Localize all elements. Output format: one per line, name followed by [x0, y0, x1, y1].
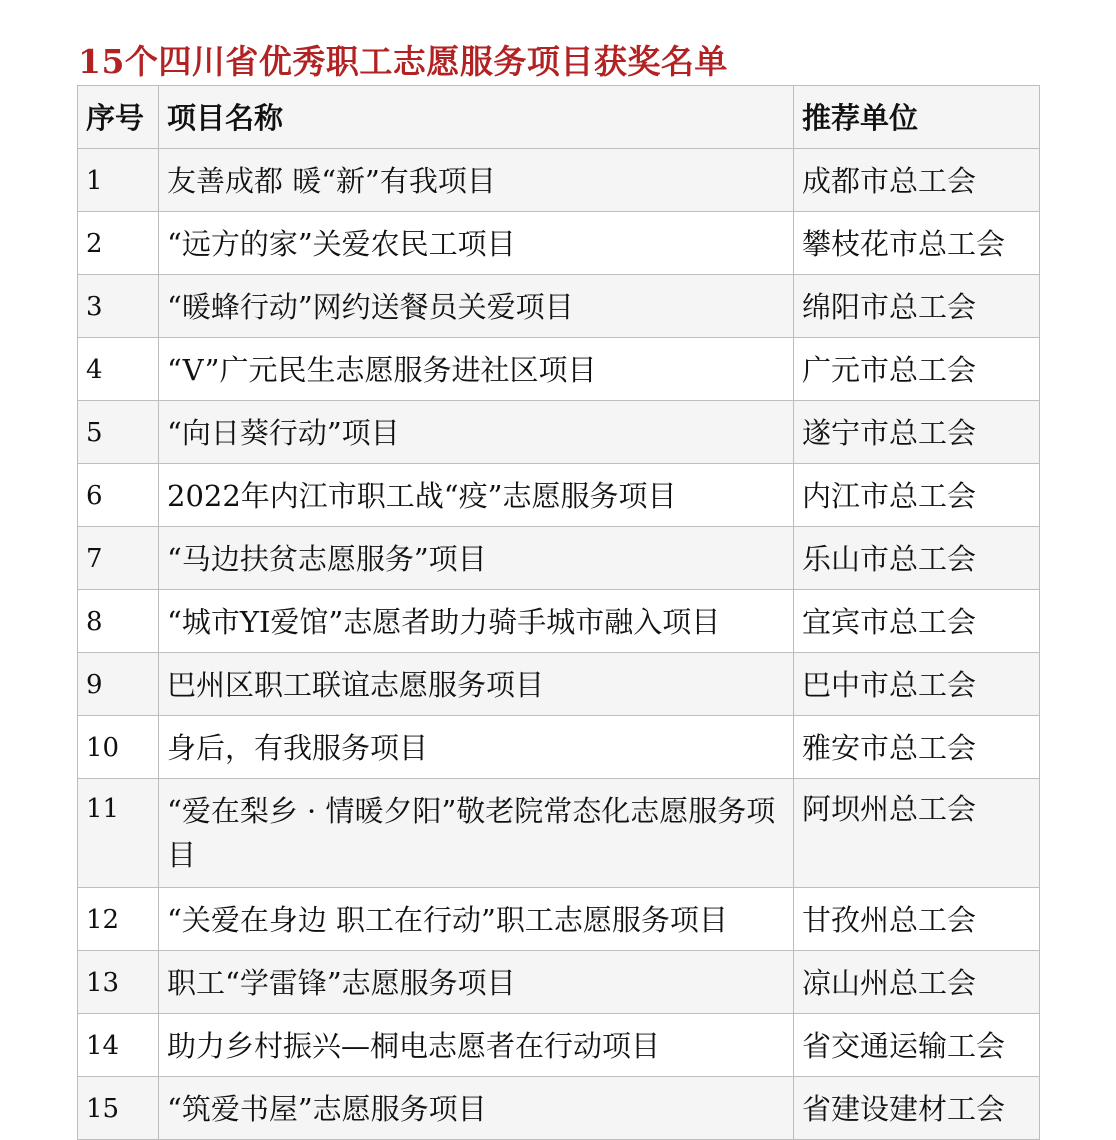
recommending-unit: 绵阳市总工会 — [794, 275, 1040, 338]
row-number: 10 — [78, 716, 159, 779]
recommending-unit: 宜宾市总工会 — [794, 590, 1040, 653]
project-name: “马边扶贫志愿服务”项目 — [159, 527, 794, 590]
table-row — [78, 464, 1040, 527]
header-project-name: 项目名称 — [159, 86, 794, 149]
table-row — [78, 149, 1040, 212]
project-name: 巴州区职工联谊志愿服务项目 — [159, 653, 794, 716]
project-name: 助力乡村振兴—桐电志愿者在行动项目 — [159, 1014, 794, 1077]
row-number: 4 — [78, 338, 159, 401]
table-row — [78, 401, 1040, 464]
header-recommending-unit: 推荐单位 — [794, 86, 1040, 149]
row-number: 2 — [78, 212, 159, 275]
table-row — [78, 716, 1040, 779]
row-number: 7 — [78, 527, 159, 590]
recommending-unit: 雅安市总工会 — [794, 716, 1040, 779]
table-row — [78, 338, 1040, 401]
table-row — [78, 212, 1040, 275]
recommending-unit: 广元市总工会 — [794, 338, 1040, 401]
header-number: 序号 — [78, 86, 159, 149]
row-number: 12 — [78, 888, 159, 951]
row-number: 15 — [78, 1077, 159, 1140]
table-row — [78, 1077, 1040, 1140]
table-row — [78, 1014, 1040, 1077]
recommending-unit: 巴中市总工会 — [794, 653, 1040, 716]
row-number: 11 — [78, 779, 159, 888]
row-number: 6 — [78, 464, 159, 527]
row-number: 9 — [78, 653, 159, 716]
project-name: “向日葵行动”项目 — [159, 401, 794, 464]
table-row — [78, 527, 1040, 590]
project-name: “远方的家”关爱农民工项目 — [159, 212, 794, 275]
project-name: 身后，有我服务项目 — [159, 716, 794, 779]
project-name: 职工“学雷锋”志愿服务项目 — [159, 951, 794, 1014]
award-table — [77, 85, 1040, 1140]
recommending-unit: 成都市总工会 — [794, 149, 1040, 212]
row-number: 5 — [78, 401, 159, 464]
project-name: “关爱在身边 职工在行动”职工志愿服务项目 — [159, 888, 794, 951]
recommending-unit: 省交通运输工会 — [794, 1014, 1040, 1077]
recommending-unit: 凉山州总工会 — [794, 951, 1040, 1014]
table-row — [78, 590, 1040, 653]
table-header-row — [78, 86, 1040, 149]
table-row — [78, 275, 1040, 338]
project-name: 2022年内江市职工战“疫”志愿服务项目 — [159, 464, 794, 527]
recommending-unit: 内江市总工会 — [794, 464, 1040, 527]
project-name: “城市YI爱馆”志愿者助力骑手城市融入项目 — [159, 590, 794, 653]
recommending-unit: 省建设建材工会 — [794, 1077, 1040, 1140]
table-row — [78, 779, 1040, 888]
table-row — [78, 888, 1040, 951]
recommending-unit: 遂宁市总工会 — [794, 401, 1040, 464]
project-name: “爱在梨乡 · 情暖夕阳”敬老院常态化志愿服务项目 — [159, 779, 794, 888]
row-number: 13 — [78, 951, 159, 1014]
row-number: 14 — [78, 1014, 159, 1077]
recommending-unit: 攀枝花市总工会 — [794, 212, 1040, 275]
row-number: 3 — [78, 275, 159, 338]
project-name: “暖蜂行动”网约送餐员关爱项目 — [159, 275, 794, 338]
project-name: “V”广元民生志愿服务进社区项目 — [159, 338, 794, 401]
page-title: 15个四川省优秀职工志愿服务项目获奖名单 — [78, 42, 728, 81]
table-row — [78, 653, 1040, 716]
row-number: 8 — [78, 590, 159, 653]
project-name: “筑爱书屋”志愿服务项目 — [159, 1077, 794, 1140]
project-name: 友善成都 暖“新”有我项目 — [159, 149, 794, 212]
recommending-unit: 乐山市总工会 — [794, 527, 1040, 590]
recommending-unit: 甘孜州总工会 — [794, 888, 1040, 951]
table-row — [78, 951, 1040, 1014]
row-number: 1 — [78, 149, 159, 212]
recommending-unit: 阿坝州总工会 — [794, 779, 1040, 888]
